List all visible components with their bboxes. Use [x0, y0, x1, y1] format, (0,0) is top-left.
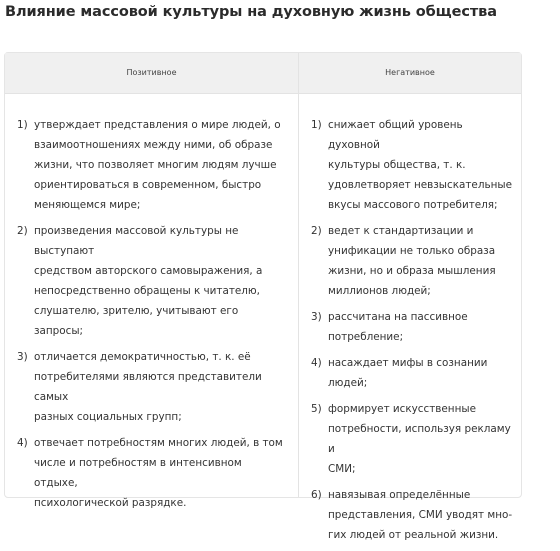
list-number: 1) — [17, 119, 28, 131]
text-line: потребителями являются представители самых — [34, 371, 262, 403]
text-line: навязывая определённые — [328, 489, 471, 501]
comparison-table — [4, 52, 522, 541]
text-line: насаждает мифы в сознании людей; — [328, 357, 488, 389]
text-line: жизни, что позволяет многим людям лучше — [34, 159, 277, 171]
text-line: СМИ; — [328, 463, 356, 475]
list-item-text — [328, 221, 516, 301]
list-number: 5) — [311, 403, 322, 415]
negative-item — [311, 485, 516, 545]
text-line: ориентироваться в современном, быстро — [34, 179, 262, 191]
text-line: рассчитана на пассивное — [328, 311, 468, 323]
negative-column — [311, 115, 516, 551]
table-header-row — [5, 53, 521, 94]
text-line: слушателю, зрителю, учитывают его запросы; — [34, 305, 239, 337]
text-line: произведения массовой культуры не выступают — [34, 225, 239, 257]
text-line: снижает общий уровень духовной — [328, 119, 463, 151]
text-line: жизни, но и образа мышления — [328, 265, 496, 277]
text-line: отличается демократичностью, т. к. её — [34, 351, 251, 363]
list-number: 4) — [17, 437, 28, 449]
negative-item — [311, 353, 516, 393]
text-line: формирует искусственные — [328, 403, 476, 415]
list-item-text — [34, 433, 283, 513]
text-line: унификации не только образа — [328, 245, 496, 257]
list-item-text — [328, 485, 516, 545]
positive-item — [17, 115, 283, 215]
text-line: взаимоотношениях между ними, об образе — [34, 139, 273, 151]
text-line: ведет к стандартизации и — [328, 225, 474, 237]
list-item-text — [34, 115, 283, 215]
negative-item — [311, 399, 516, 479]
text-line: психологической разрядке. — [34, 497, 187, 509]
text-line: гих людей от реальной жизни. — [328, 529, 499, 541]
text-line: утверждает представления о мире людей, о — [34, 119, 281, 131]
list-number: 2) — [311, 225, 322, 237]
text-line: средством авторского самовыражения, а — [34, 265, 263, 277]
positive-item — [17, 221, 283, 341]
list-item-text — [328, 353, 516, 393]
text-line: удовлетворяет невзыскательные — [328, 179, 512, 191]
header-negative: Негативное — [385, 68, 435, 77]
text-line: числе и потребностям в интенсивном отдыхе, — [34, 457, 242, 489]
text-line: меняющемся мире; — [34, 199, 141, 211]
negative-item — [311, 307, 516, 347]
list-item-text — [328, 307, 516, 347]
positive-column — [17, 115, 283, 519]
list-item-text — [328, 115, 516, 215]
page-title: Влияние массовой культуры на духовную жизнь общества — [5, 4, 497, 20]
column-divider — [298, 53, 299, 497]
list-number: 3) — [17, 351, 28, 363]
text-line: потребности, используя рекламу и — [328, 423, 511, 455]
text-line: миллионов людей; — [328, 285, 431, 297]
text-line: культуры общества, т. к. — [328, 159, 466, 171]
negative-item — [311, 115, 516, 215]
positive-item — [17, 347, 283, 427]
text-line: непосредственно обращены к читателю, — [34, 285, 260, 297]
list-number: 4) — [311, 357, 322, 369]
list-item-text — [34, 347, 283, 427]
list-number: 2) — [17, 225, 28, 237]
positive-item — [17, 433, 283, 513]
header-positive: Позитивное — [126, 68, 177, 77]
list-item-text — [34, 221, 283, 341]
text-line: потребление; — [328, 331, 404, 343]
text-line: представления, СМИ уводят мно- — [328, 509, 513, 521]
negative-item — [311, 221, 516, 301]
list-item-text — [328, 399, 516, 479]
text-line: разных социальных групп; — [34, 411, 182, 423]
text-line: отвечает потребностям многих людей, в том — [34, 437, 283, 449]
list-number: 1) — [311, 119, 322, 131]
list-number: 3) — [311, 311, 322, 323]
list-number: 6) — [311, 489, 322, 501]
text-line: вкусы массового потребителя; — [328, 199, 498, 211]
